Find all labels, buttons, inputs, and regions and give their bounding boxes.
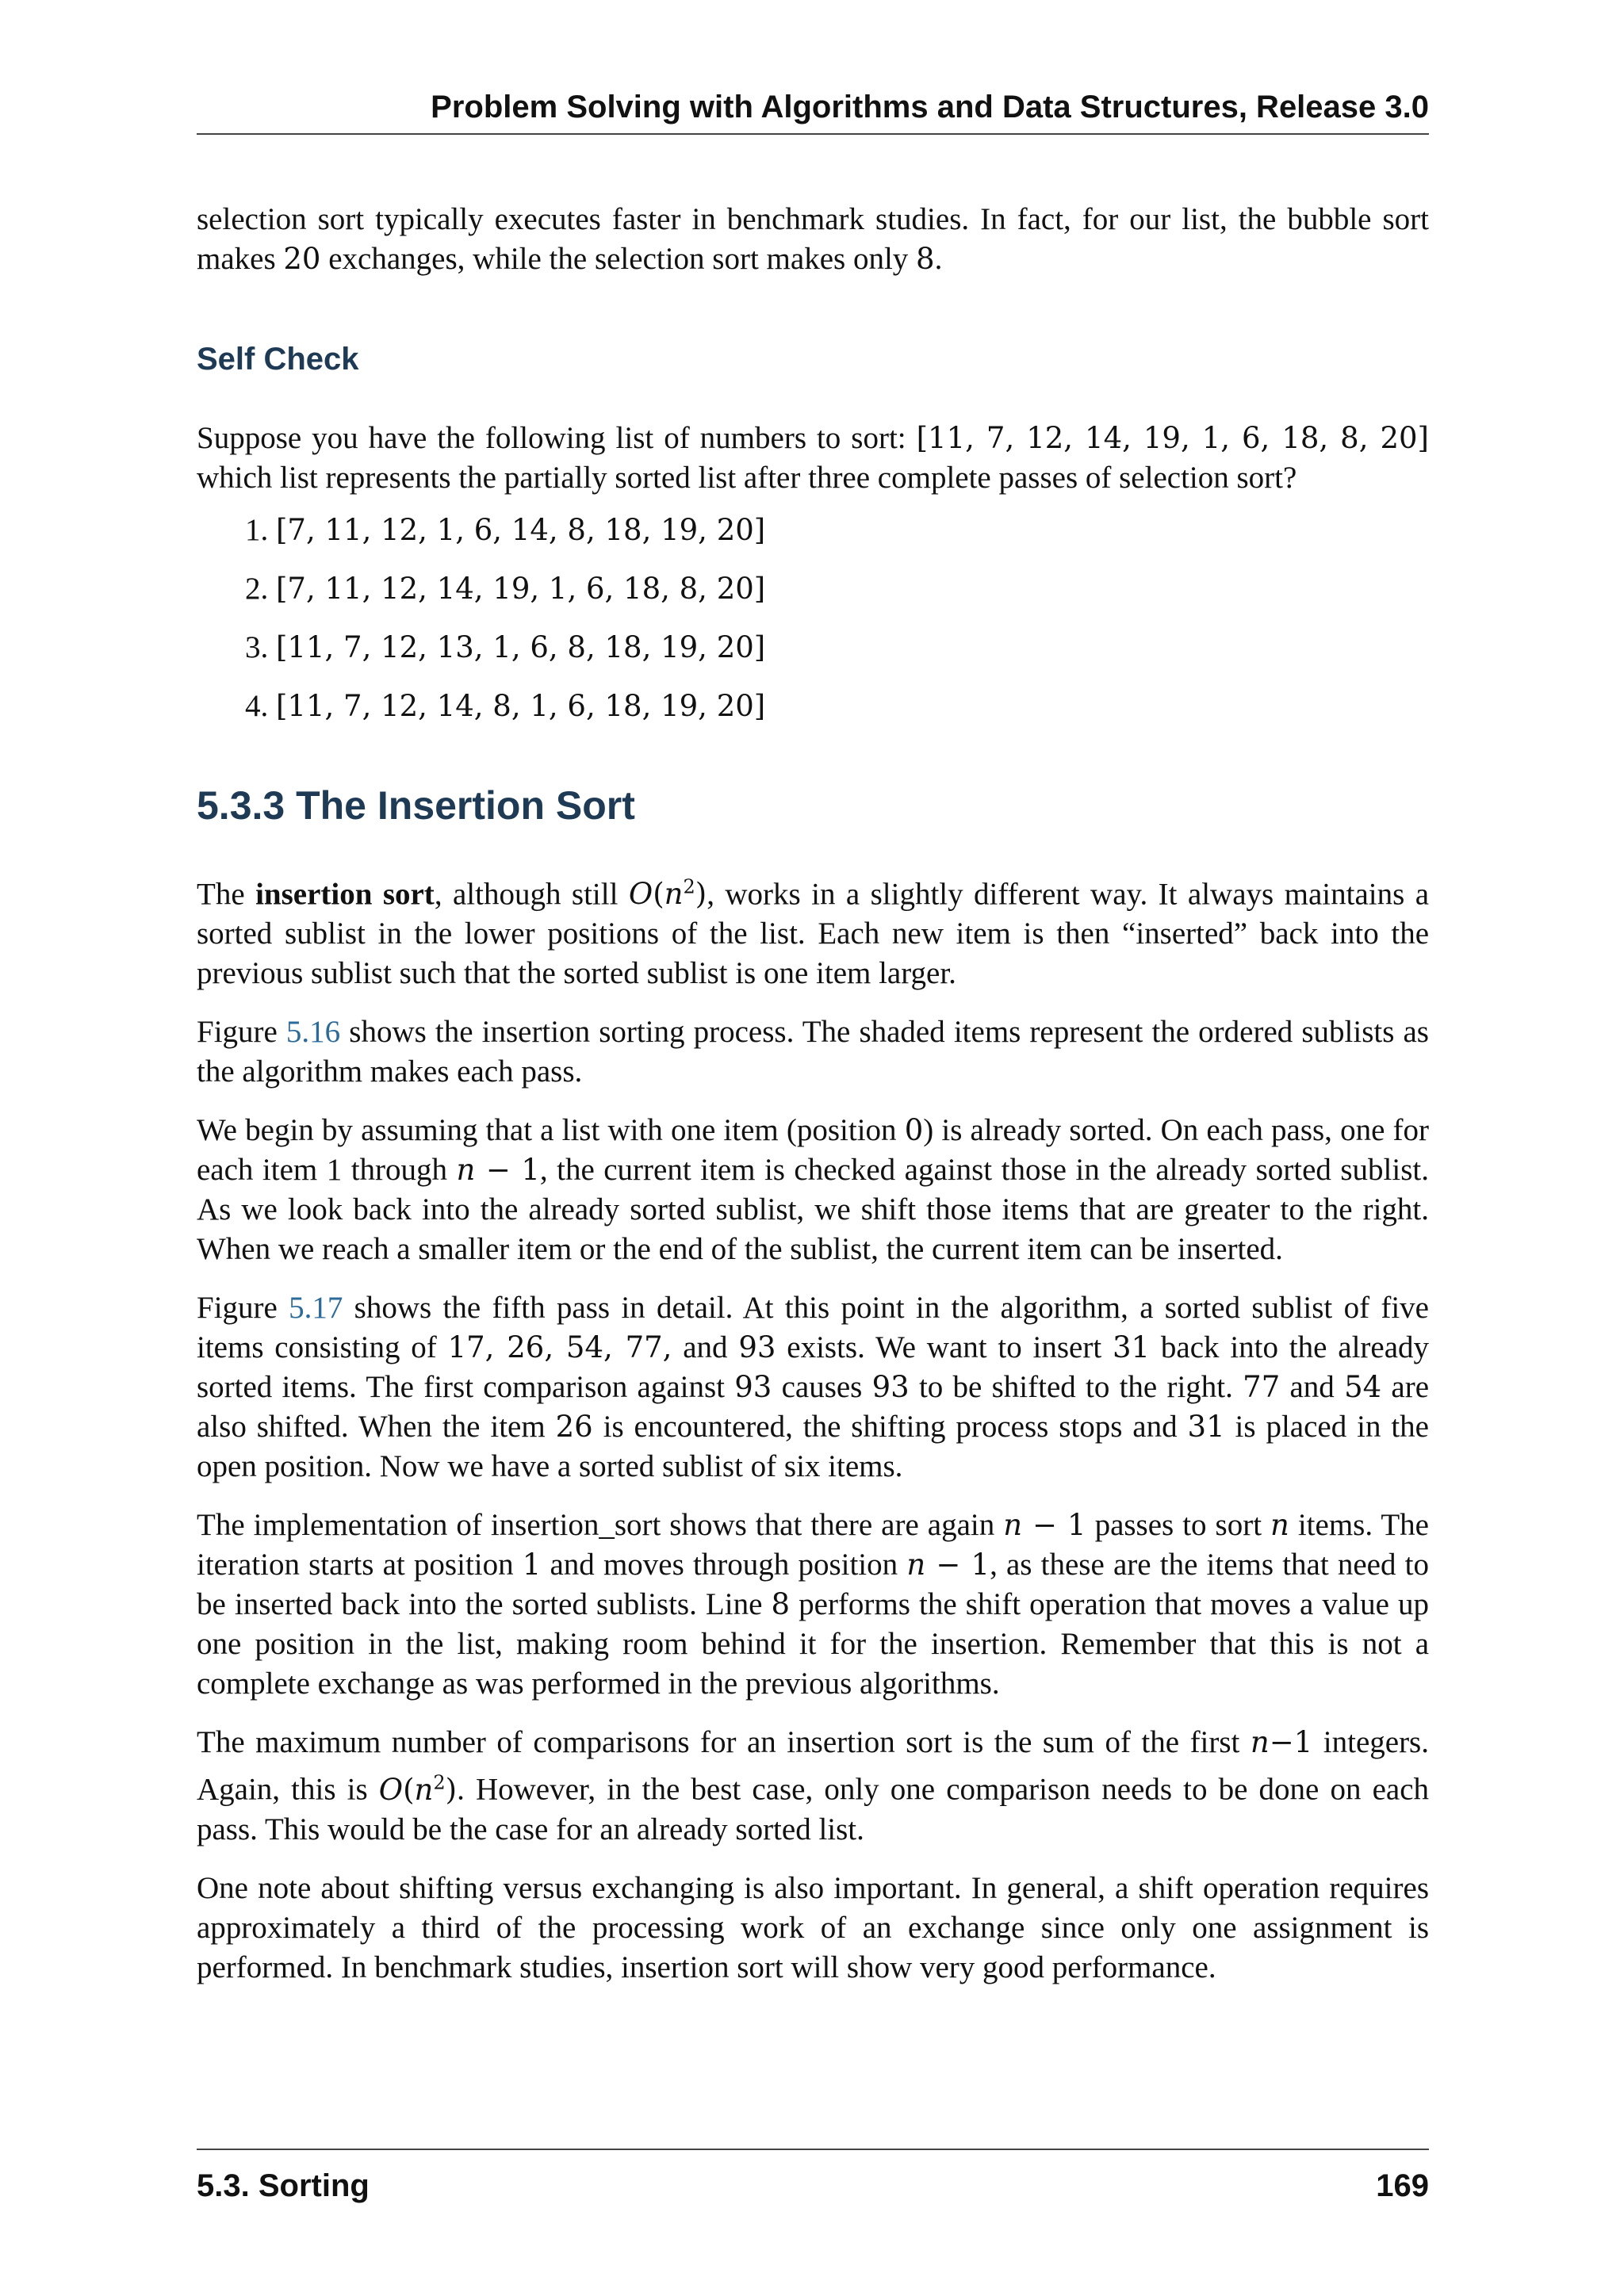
math-number: 0 xyxy=(904,1113,924,1148)
text-run: ) is already sorted. On each pass, one for each item 1 through xyxy=(197,1113,1429,1188)
section-heading: 5.3.3 The Insertion Sort xyxy=(197,783,635,828)
paragraph-pass-description xyxy=(197,1111,1429,1269)
text-run: is placed in the open position. Now we have a sorted sublist of six items. xyxy=(197,1410,1429,1484)
text-run: Suppose you have the following list of numbers to sort: xyxy=(197,421,917,455)
answer-choice-1 xyxy=(276,511,1429,550)
text-run: and moves through position xyxy=(541,1548,907,1582)
choice-list: [11, 7, 12, 14, 8, 1, 6, 18, 19, 20] xyxy=(276,689,766,723)
choice-list: [11, 7, 12, 13, 1, 6, 8, 18, 19, 20] xyxy=(276,630,766,664)
math-rest: − 1 xyxy=(925,1548,990,1582)
text-run: to be shifted to the right. xyxy=(909,1370,1243,1405)
math-expression xyxy=(1003,1508,1086,1542)
text-run: passes to sort xyxy=(1086,1508,1271,1543)
running-footer xyxy=(197,2149,1429,2204)
text-run: are also shifted. When the item xyxy=(197,1370,1430,1445)
math-number: 26 xyxy=(555,1410,593,1445)
text-run: which list represents the partially sorted list after three complete passes of selection sort? xyxy=(197,461,1297,495)
math-var: n xyxy=(1270,1508,1289,1543)
math-var: O xyxy=(628,877,653,912)
math-exponent: 2 xyxy=(433,1771,446,1794)
text-run: back into the already sorted items. The first comparison against xyxy=(197,1330,1430,1405)
figure-5-16-link[interactable]: 5.16 xyxy=(285,1015,341,1050)
math-var: n xyxy=(664,877,684,912)
text-run: , works in a slightly different way. It always maintains a sorted sublist in the lower positions of the list. Each new item is then “inserted” back into the previous sublist such that the sorted sublist is one item larger. xyxy=(197,877,1430,991)
text-run: performs the shift operation that moves a value up one position in the list, making room behind it for the insertion. Remember that this is not a complete exchange as was performed in the previous algorithms. xyxy=(197,1587,1429,1701)
footer-section-title: 5.3. Sorting xyxy=(197,2168,370,2203)
math-number: 17, 26, 54, 77, xyxy=(447,1330,672,1365)
math-expression xyxy=(1251,1725,1312,1759)
math-paren: ( xyxy=(653,877,665,912)
math-var: n xyxy=(906,1548,926,1582)
math-var: n xyxy=(414,1772,434,1807)
text-run: The maximum number of comparisons for an insertion sort is the sum of the first xyxy=(197,1725,1251,1760)
text-run: items. The iteration starts at position xyxy=(197,1508,1429,1582)
text-run: The implementation of insertion_sort shows that there are again xyxy=(197,1508,1004,1543)
choice-list: [7, 11, 12, 1, 6, 14, 8, 18, 19, 20] xyxy=(276,513,766,547)
text-run: integers. Again, this is xyxy=(197,1725,1429,1807)
paragraph-figure-517 xyxy=(197,1288,1429,1487)
text-run: . xyxy=(934,242,943,276)
text-run: exists. We want to insert xyxy=(776,1330,1113,1365)
text-run: shows the fifth pass in detail. At this point in the algorithm, a sorted sublist of five items consisting of xyxy=(197,1291,1429,1365)
math-number: 8 xyxy=(916,242,935,276)
text-run: . However, in the best case, only one comparison needs to be done on each pass. This would be the case for an already sorted list. xyxy=(197,1772,1429,1846)
math-paren: ) xyxy=(695,877,707,912)
math-number: 1 xyxy=(522,1548,542,1582)
math-number: 93 xyxy=(871,1370,910,1405)
self-check-heading: Self Check xyxy=(197,342,359,377)
math-number: 20 xyxy=(283,242,321,276)
text-run: We begin by assuming that a list with one item (position xyxy=(197,1113,905,1148)
math-number: 93 xyxy=(734,1370,772,1405)
answer-choice-3 xyxy=(276,628,1429,668)
answer-choice-2 xyxy=(276,569,1429,609)
math-expression xyxy=(906,1548,990,1582)
math-expression xyxy=(457,1153,540,1187)
choice-list: [7, 11, 12, 14, 19, 1, 6, 18, 8, 20] xyxy=(276,572,766,606)
text-run: , as these are the items that need to be inserted back into the sorted sublists. Line xyxy=(197,1548,1429,1622)
big-o-expression xyxy=(379,1773,457,1807)
page-number: 169 xyxy=(1376,2168,1429,2203)
math-paren: ( xyxy=(403,1772,415,1807)
math-number: 31 xyxy=(1113,1330,1151,1365)
math-number: 93 xyxy=(738,1330,776,1365)
math-var: O xyxy=(378,1772,404,1807)
math-number: 54 xyxy=(1344,1370,1382,1405)
self-check-question xyxy=(197,419,1429,498)
math-rest: − 1 xyxy=(1022,1508,1086,1543)
math-number: 31 xyxy=(1187,1410,1225,1445)
question-list: [11, 7, 12, 14, 19, 1, 6, 18, 8, 20] xyxy=(916,421,1429,455)
math-rest: − 1 xyxy=(475,1153,540,1188)
paragraph-comparisons xyxy=(197,1723,1429,1849)
math-paren: ) xyxy=(445,1772,458,1807)
math-var: n xyxy=(1003,1508,1023,1543)
big-o-expression xyxy=(629,877,707,911)
text-run: Figure xyxy=(197,1291,289,1326)
math-number: 77 xyxy=(1243,1370,1281,1405)
text-run: The xyxy=(197,877,256,912)
math-var: n xyxy=(1250,1725,1270,1760)
math-var: n xyxy=(456,1153,476,1188)
text-run: causes xyxy=(772,1370,872,1405)
text-run: exchanges, while the selection sort makes only xyxy=(320,242,917,276)
text-run: is encountered, the shifting process stops and xyxy=(592,1410,1188,1445)
math-exponent: 2 xyxy=(683,876,695,898)
term-insertion-sort: insertion sort xyxy=(255,877,435,912)
text-run: , the current item is checked against those in the already sorted sublist. As we look back into the already sorted sublist, we shift those items that are greater to the right. When we reach a smaller item or the end of the sublist, the current item can be inserted. xyxy=(197,1153,1429,1267)
paragraph-insertion-sort-intro xyxy=(197,867,1429,993)
running-header: Problem Solving with Algorithms and Data Structures, Release 3.0 xyxy=(197,89,1429,135)
intro-paragraph xyxy=(197,200,1429,279)
answer-choices xyxy=(197,511,1429,726)
answer-choice-4 xyxy=(276,687,1429,726)
page-content xyxy=(197,200,1429,2007)
text-run: selection sort typically executes faster in benchmark studies. In fact, for our list, the bubble sort makes xyxy=(197,202,1429,276)
text-run: and xyxy=(672,1330,739,1365)
text-run: and xyxy=(1280,1370,1345,1405)
text-run: , although still xyxy=(434,877,629,912)
paragraph-figure-516 xyxy=(197,1012,1429,1092)
figure-5-17-link[interactable]: 5.17 xyxy=(289,1291,343,1326)
math-rest: −1 xyxy=(1269,1725,1313,1760)
math-number: 8 xyxy=(771,1587,791,1622)
paragraph-shifting-vs-exchanging: One note about shifting versus exchanging is also important. In general, a shift operation requires approximately a third of the processing work of an exchange since only one assignment is performed. In benchmark studies, insertion sort will show very good performance. xyxy=(197,1870,1429,1984)
paragraph-implementation xyxy=(197,1506,1429,1704)
text-run: shows the insertion sorting process. The shaded items represent the ordered sublists as the algorithm makes each pass. xyxy=(197,1015,1429,1089)
text-run: Figure xyxy=(197,1015,286,1050)
